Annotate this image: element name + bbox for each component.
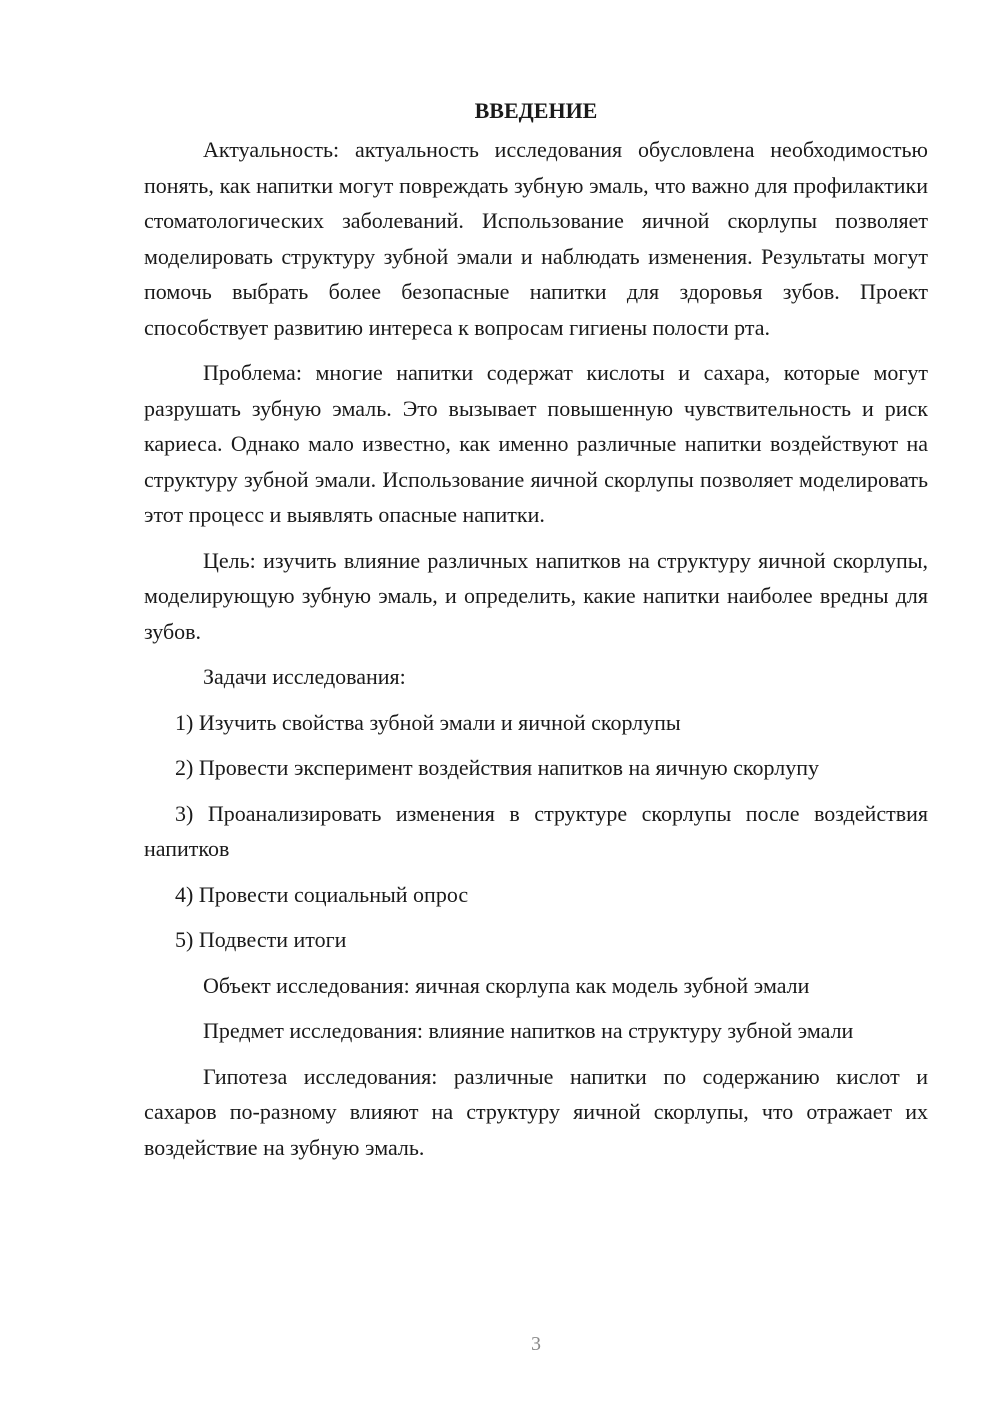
task-item-5: 5) Подвести итоги bbox=[175, 927, 347, 952]
task-item-2: 2) Провести эксперимент воздействия напитков на яичную скорлупу bbox=[175, 755, 819, 780]
paragraph-tasks-heading: Задачи исследования: bbox=[203, 664, 406, 689]
paragraph-hypothesis: Гипотеза исследования: различные напитки по содержанию кислот и сахаров по-разному влияют на структуру яичной скорлупы, что отражает их воздействие на зубную эмаль. bbox=[144, 1063, 928, 1160]
paragraph-goal: Цель: изучить влияние различных напитков на структуру яичной скорлупы, моделирующую зубную эмаль, и определить, какие напитки наиболее вредны для зубов. bbox=[144, 547, 928, 644]
task-item-3: 3) Проанализировать изменения в структуре скорлупы после воздействия напитков bbox=[144, 800, 928, 861]
paragraph-problem: Проблема: многие напитки содержат кислоты и сахара, которые могут разрушать зубную эмаль. Это вызывает повышенную чувствительность и риск кариеса. Однако мало известно, как именно различные напитки воздействуют на структуру зубной эмали. Использование яичной скорлупы позволяет моделировать этот процесс и выявлять опасные напитки. bbox=[144, 360, 928, 527]
section-title: ВВЕДЕНИЕ bbox=[474, 98, 598, 123]
page-content bbox=[144, 93, 928, 1175]
page-number: 3 bbox=[531, 1333, 541, 1355]
paragraph-relevance: Актуальность: актуальность исследования обусловлена необходимостью понять, как напитки могут повреждать зубную эмаль, что важно для профилактики стоматологических заболеваний. Использование яичной скорлупы позволяет моделировать структуру зубной эмали и наблюдать изменения. Результаты могут помочь выбрать более безопасные напитки для здоровья зубов. Проект способствует развитию интереса к вопросам гигиены полости рта. bbox=[144, 137, 928, 340]
paragraph-subject: Предмет исследования: влияние напитков на структуру зубной эмали bbox=[203, 1018, 854, 1043]
paragraph-object: Объект исследования: яичная скорлупа как модель зубной эмали bbox=[203, 972, 810, 998]
task-item-4: 4) Провести социальный опрос bbox=[175, 881, 469, 907]
task-item-1: 1) Изучить свойства зубной эмали и яичной скорлупы bbox=[175, 709, 681, 735]
